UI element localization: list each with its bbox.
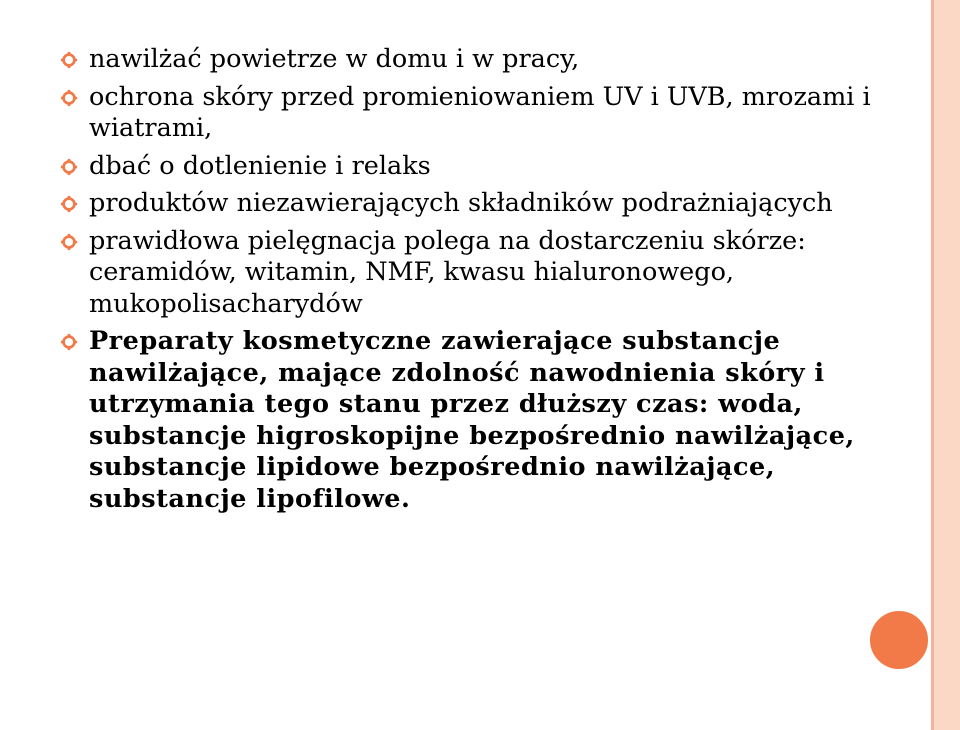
bullet-text: Preparaty kosmetyczne zawierające substancje nawilżające, mające zdolność nawodnienia skóry i utrzymania tego stanu przez dłuższy czas: woda, substancje higroskopijne bezpośrednio nawilżające, substancje lipidowe bezpośrednio nawilżające, substancje lipofilowe. [89,326,855,514]
bullet-item-3 [60,151,900,183]
gear-bullet-icon [60,233,78,251]
gear-bullet-icon [60,195,78,213]
bullet-list [60,44,900,521]
gear-bullet-icon [60,89,78,107]
bullet-text: nawilżać powietrze w domu i w pracy, [89,44,580,74]
gear-bullet-icon [60,51,78,69]
bullet-item-1 [60,44,900,76]
side-band [934,0,960,730]
bullet-item-2 [60,82,900,145]
bullet-text: dbać o dotlenienie i relaks [89,150,431,181]
gear-bullet-icon [60,158,78,176]
bullet-text: prawidłowa pielęgnacja polega na dostarczeniu skórze: ceramidów, witamin, NMF, kwasu hialuronowego, mukopolisacharydów [89,225,806,319]
bullet-item-4 [60,188,900,220]
bullet-text: ochrona skóry przed promieniowaniem UV i UVB, mrozami i wiatrami, [89,81,871,143]
bullet-item-6 [60,326,900,515]
decorative-circle [867,608,931,672]
bullet-item-5 [60,226,900,321]
bullet-text: produktów niezawierających składników podrażniających [89,188,833,218]
gear-bullet-icon [60,333,78,351]
